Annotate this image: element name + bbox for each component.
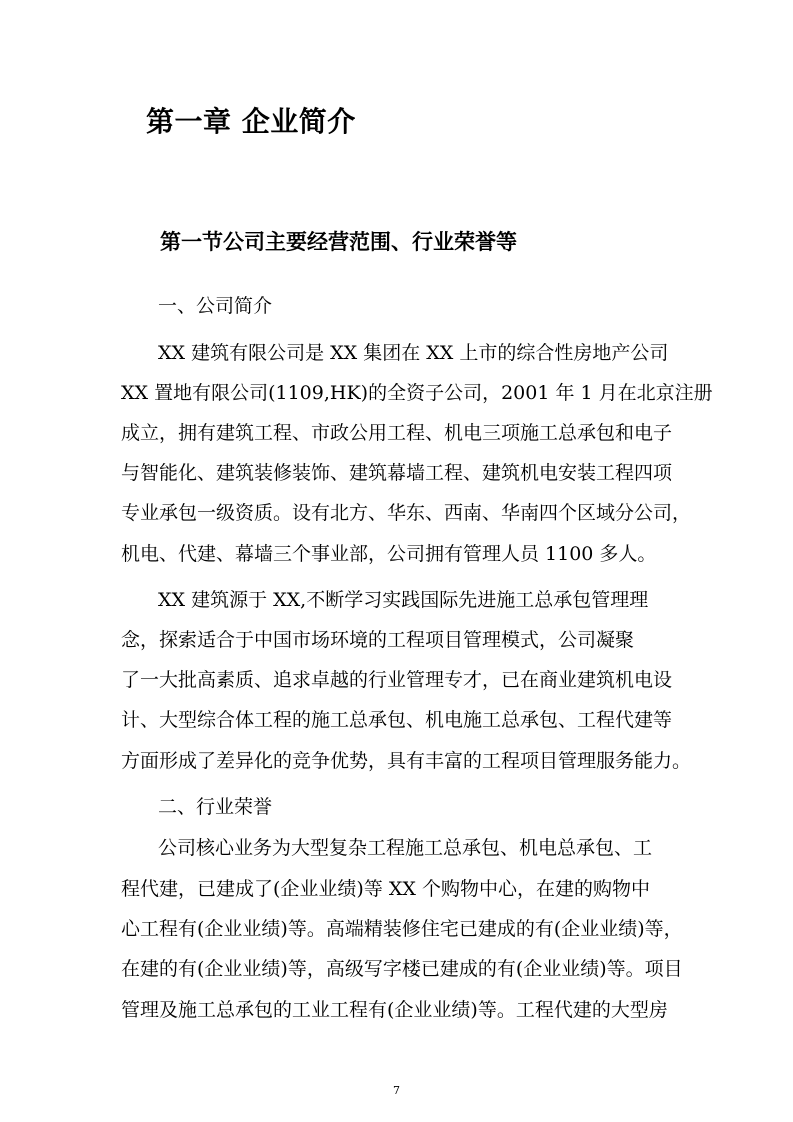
paragraph-line: 专业承包一级资质。设有北方、华东、西南、华南四个区域分公司， (121, 502, 692, 524)
paragraph-line: 念，探索适合于中国市场环境的工程项目管理模式，公司凝聚 (121, 629, 635, 651)
paragraph-line: 在建的有(企业业绩)等，高级写字楼已建成的有(企业业绩)等。项目 (121, 958, 683, 980)
chapter-title: 第一章 企业简介 (146, 105, 356, 138)
paragraph-line: XX 建筑有限公司是 XX 集团在 XX 上市的综合性房地产公司 (158, 342, 669, 364)
subsection-heading-honors: 二、行业荣誉 (158, 796, 273, 818)
paragraph-line: 管理及施工总承包的工业工程有(企业业绩)等。工程代建的大型房 (121, 999, 668, 1021)
paragraph-line: 与智能化、建筑装修装饰、建筑幕墙工程、建筑机电安装工程四项 (121, 462, 673, 484)
paragraph-line: 机电、代建、幕墙三个事业部，公司拥有管理人员 1100 多人。 (121, 543, 657, 565)
section-title: 第一节公司主要经营范围、行业荣誉等 (160, 229, 517, 254)
paragraph-line: 方面形成了差异化的竞争优势，具有丰富的工程项目管理服务能力。 (121, 750, 692, 772)
paragraph-line: 成立，拥有建筑工程、市政公用工程、机电三项施工总承包和电子 (121, 422, 673, 444)
paragraph-line: 公司核心业务为大型复杂工程施工总承包、机电总承包、工 (158, 837, 653, 859)
paragraph-line: XX 建筑源于 XX,不断学习实践国际先进施工总承包管理理 (158, 589, 649, 611)
paragraph-line: 程代建，已建成了(企业业绩)等 XX 个购物中心，在建的购物中 (121, 878, 650, 900)
paragraph-line: 心工程有(企业业绩)等。高端精装修住宅已建成的有(企业业绩)等， (121, 918, 683, 940)
subsection-heading-intro: 一、公司简介 (158, 295, 273, 317)
paragraph-line: 了一大批高素质、追求卓越的行业管理专才，已在商业建筑机电设 (121, 669, 673, 691)
page-number: 7 (393, 1084, 400, 1097)
paragraph-line: XX 置地有限公司(1109,HK)的全资子公司，2001 年 1 月在北京注册 (121, 382, 713, 404)
paragraph-line: 计、大型综合体工程的施工总承包、机电施工总承包、工程代建等 (121, 709, 673, 731)
